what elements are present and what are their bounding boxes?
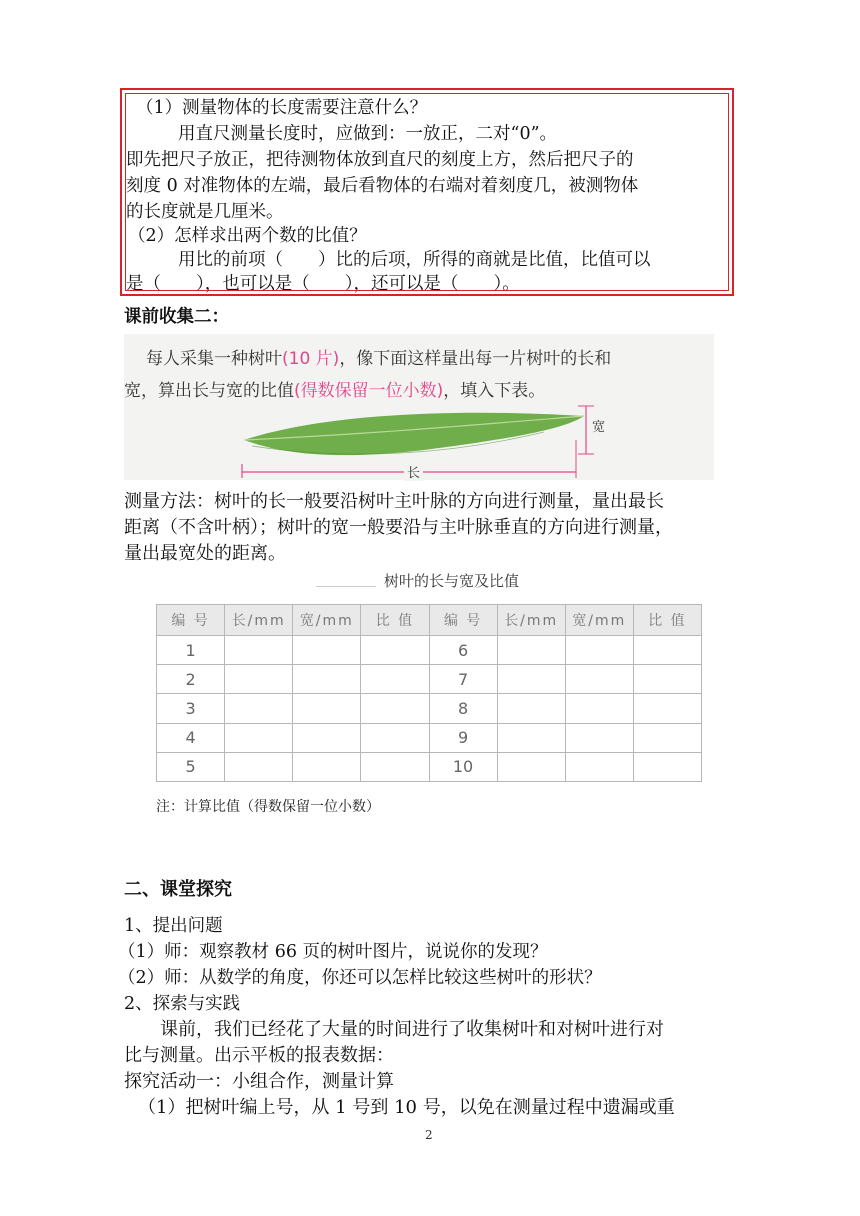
cell[interactable] xyxy=(633,636,701,665)
cell[interactable] xyxy=(225,694,293,723)
cell[interactable] xyxy=(565,636,633,665)
cell[interactable] xyxy=(497,723,565,752)
cell[interactable] xyxy=(565,665,633,694)
header-length: 长/mm xyxy=(497,605,565,636)
textbook-image xyxy=(124,334,714,480)
cell[interactable] xyxy=(361,665,429,694)
header-number: 编 号 xyxy=(157,605,225,636)
box-line-1: （1）测量物体的长度需要注意什么？ xyxy=(136,98,428,118)
box-line-8: 是（ ），也可以是（ ），还可以是（ ）。 xyxy=(126,274,520,294)
body-line-5: 课前，我们已经花了大量的时间进行了收集树叶和对树叶进行对 xyxy=(160,1019,664,1040)
title-rule xyxy=(316,586,376,587)
row-number: 6 xyxy=(429,636,497,665)
cell[interactable] xyxy=(225,752,293,781)
cell[interactable] xyxy=(361,752,429,781)
row-number: 9 xyxy=(429,723,497,752)
cell[interactable] xyxy=(633,665,701,694)
table-row xyxy=(157,752,702,781)
row-number: 7 xyxy=(429,665,497,694)
cell[interactable] xyxy=(361,636,429,665)
row-number: 1 xyxy=(157,636,225,665)
header-ratio: 比 值 xyxy=(361,605,429,636)
body-line-7: 探究活动一：小组合作，测量计算 xyxy=(124,1071,394,1092)
instruction-line-1: 每人采集一种树叶(10 片)，像下面这样量出每一片树叶的长和 xyxy=(146,349,612,369)
method-line-1: 测量方法：树叶的长一般要沿树叶主叶脉的方向进行测量，量出最长 xyxy=(124,491,664,512)
section-2-heading: 二、课堂探究 xyxy=(124,879,232,900)
body-line-3: （2）师：从数学的角度，你还可以怎样比较这些树叶的形状？ xyxy=(118,968,602,988)
table-title: 树叶的长与宽及比值 xyxy=(384,572,520,590)
cell[interactable] xyxy=(225,636,293,665)
body-line-4: 2、探索与实践 xyxy=(124,994,241,1014)
table-row xyxy=(157,694,702,723)
box-line-4: 刻度 0 对准物体的左端，最后看物体的右端对着刻度几，被测物体 xyxy=(126,176,639,196)
cell[interactable] xyxy=(225,723,293,752)
cell[interactable] xyxy=(293,723,361,752)
box-line-2: 用直尺测量长度时，应做到：一放正，二对“0”。 xyxy=(178,124,558,144)
cell[interactable] xyxy=(497,665,565,694)
leaf-ratio-table xyxy=(156,604,702,782)
cell[interactable] xyxy=(293,694,361,723)
table-header-row xyxy=(157,605,702,636)
header-width: 宽/mm xyxy=(293,605,361,636)
cell[interactable] xyxy=(565,723,633,752)
row-number: 8 xyxy=(429,694,497,723)
question-box xyxy=(120,88,734,296)
cell[interactable] xyxy=(293,665,361,694)
cell[interactable] xyxy=(633,694,701,723)
box-line-7: 用比的前项（ ）比的后项，所得的商就是比值，比值可以 xyxy=(178,250,651,270)
table-note: 注：计算比值（得数保留一位小数） xyxy=(156,799,380,815)
cell[interactable] xyxy=(293,636,361,665)
box-line-6: （2）怎样求出两个数的比值？ xyxy=(128,226,367,246)
body-line-1: 1、提出问题 xyxy=(124,916,223,936)
body-line-2: （1）师：观察教材 66 页的树叶图片，说说你的发现？ xyxy=(118,942,548,962)
row-number: 2 xyxy=(157,665,225,694)
table-row xyxy=(157,665,702,694)
table-row xyxy=(157,723,702,752)
box-line-5: 的长度就是几厘米。 xyxy=(126,202,284,222)
method-line-3: 量出最宽处的距离。 xyxy=(124,543,286,564)
row-number: 10 xyxy=(429,752,497,781)
header-ratio: 比 值 xyxy=(633,605,701,636)
cell[interactable] xyxy=(565,694,633,723)
table-row xyxy=(157,636,702,665)
box-line-3: 即先把尺子放正，把待测物体放到直尺的刻度上方，然后把尺子的 xyxy=(126,150,634,170)
row-number: 4 xyxy=(157,723,225,752)
cell[interactable] xyxy=(361,694,429,723)
instruction-line-2: 宽，算出长与宽的比值(得数保留一位小数)，填入下表。 xyxy=(124,381,546,401)
body-line-8: （1）把树叶编上号，从 1 号到 10 号，以免在测量过程中遗漏或重 xyxy=(138,1097,675,1118)
leaf-icon xyxy=(244,413,584,455)
section-collect-2-heading: 课前收集二： xyxy=(124,307,229,327)
cell[interactable] xyxy=(497,694,565,723)
cell[interactable] xyxy=(293,752,361,781)
cell[interactable] xyxy=(497,636,565,665)
header-number: 编 号 xyxy=(429,605,497,636)
cell[interactable] xyxy=(565,752,633,781)
length-label: 长 xyxy=(404,462,423,481)
header-length: 长/mm xyxy=(225,605,293,636)
row-number: 5 xyxy=(157,752,225,781)
cell[interactable] xyxy=(225,665,293,694)
cell[interactable] xyxy=(497,752,565,781)
row-number: 3 xyxy=(157,694,225,723)
width-label: 宽 xyxy=(592,416,605,435)
cell[interactable] xyxy=(633,723,701,752)
body-line-6: 比与测量。出示平板的报表数据： xyxy=(124,1045,394,1066)
header-width: 宽/mm xyxy=(565,605,633,636)
cell[interactable] xyxy=(361,723,429,752)
page-number: 2 xyxy=(425,1128,433,1142)
cell[interactable] xyxy=(633,752,701,781)
method-line-2: 距离（不含叶柄）；树叶的宽一般要沿与主叶脉垂直的方向进行测量， xyxy=(124,517,673,538)
